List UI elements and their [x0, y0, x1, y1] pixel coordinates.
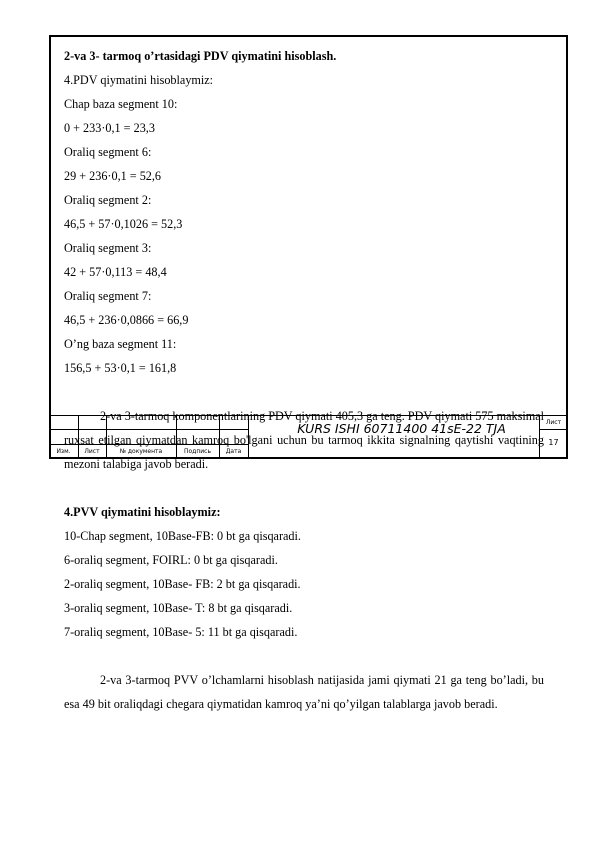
col-date-label: Дата	[225, 448, 242, 455]
pdv-line: 156,5 + 53·0,1 = 161,8	[64, 361, 177, 375]
pvv-line: 10-Chap segment, 10Base-FB: 0 bt ga qisqaradi.	[64, 529, 301, 543]
pdv-line: Oraliq segment 3:	[64, 241, 152, 255]
pdv-intro: 4.PDV qiymatini hisoblaymiz:	[64, 73, 214, 87]
document-body	[64, 44, 544, 716]
pdv-line: Oraliq segment 7:	[64, 289, 152, 303]
sheet-label: Лист	[545, 419, 562, 426]
pdv-line: O’ng baza segment 11:	[64, 337, 177, 351]
col-list-label: Лист	[84, 448, 100, 455]
pdv-line: Oraliq segment 2:	[64, 193, 152, 207]
pdv-line: 42 + 57·0,113 = 48,4	[64, 265, 167, 279]
sheet-number: 17	[548, 438, 559, 447]
col-doc-label: № документа	[119, 448, 163, 455]
pvv-line: 7-oraliq segment, 10Base- 5: 11 bt ga qisqaradi.	[64, 625, 298, 639]
pdv-line: 46,5 + 57·0,1026 = 52,3	[64, 217, 183, 231]
pvv-line: 6-oraliq segment, FOIRL: 0 bt ga qisqaradi.	[64, 553, 278, 567]
section-heading: 2-va 3- tarmoq o’rtasidagi PDV qiymatini hisoblash.	[64, 49, 337, 63]
pvv-heading: 4.PVV qiymatini hisoblaymiz:	[64, 505, 221, 519]
pdv-conclusion: 2-va 3-tarmoq komponentlarining PDV qiymati 405,3 ga teng. PDV qiymati 575 maksimal ruxsat etilgan qiymatdan kamroq bo'lgani uchun bu tarmoq ikkita signalning qaytishi vaqtining mezoni talabiga javob beradi.	[64, 409, 545, 471]
pdv-line: 0 + 233·0,1 = 23,3	[64, 121, 155, 135]
pdv-line: 29 + 236·0,1 = 52,6	[64, 169, 162, 183]
pvv-line: 3-oraliq segment, 10Base- T: 8 bt ga qisqaradi.	[64, 601, 293, 615]
pvv-conclusion: 2-va 3-tarmoq PVV o’lchamlarni hisoblash natijasida jami qiymati 21 ga teng bo’ladi, bu esa 49 bit oraliqdagi chegara qiymatidan kamroq ya’ni qo’yilgan talablarga javob beradi.	[64, 673, 544, 711]
document-code: KURS ISHI 60711400 41sE-22 TJA	[297, 421, 506, 436]
pvv-line: 2-oraliq segment, 10Base- FB: 2 bt ga qisqaradi.	[64, 577, 301, 591]
title-block	[49, 415, 568, 459]
col-izm-label: Изм.	[56, 448, 71, 455]
pdv-line: 46,5 + 236·0,0866 = 66,9	[64, 313, 189, 327]
pdv-line: Oraliq segment 6:	[64, 145, 152, 159]
pdv-line: Chap baza segment 10:	[64, 97, 178, 111]
col-sign-label: Подпись	[184, 448, 211, 455]
